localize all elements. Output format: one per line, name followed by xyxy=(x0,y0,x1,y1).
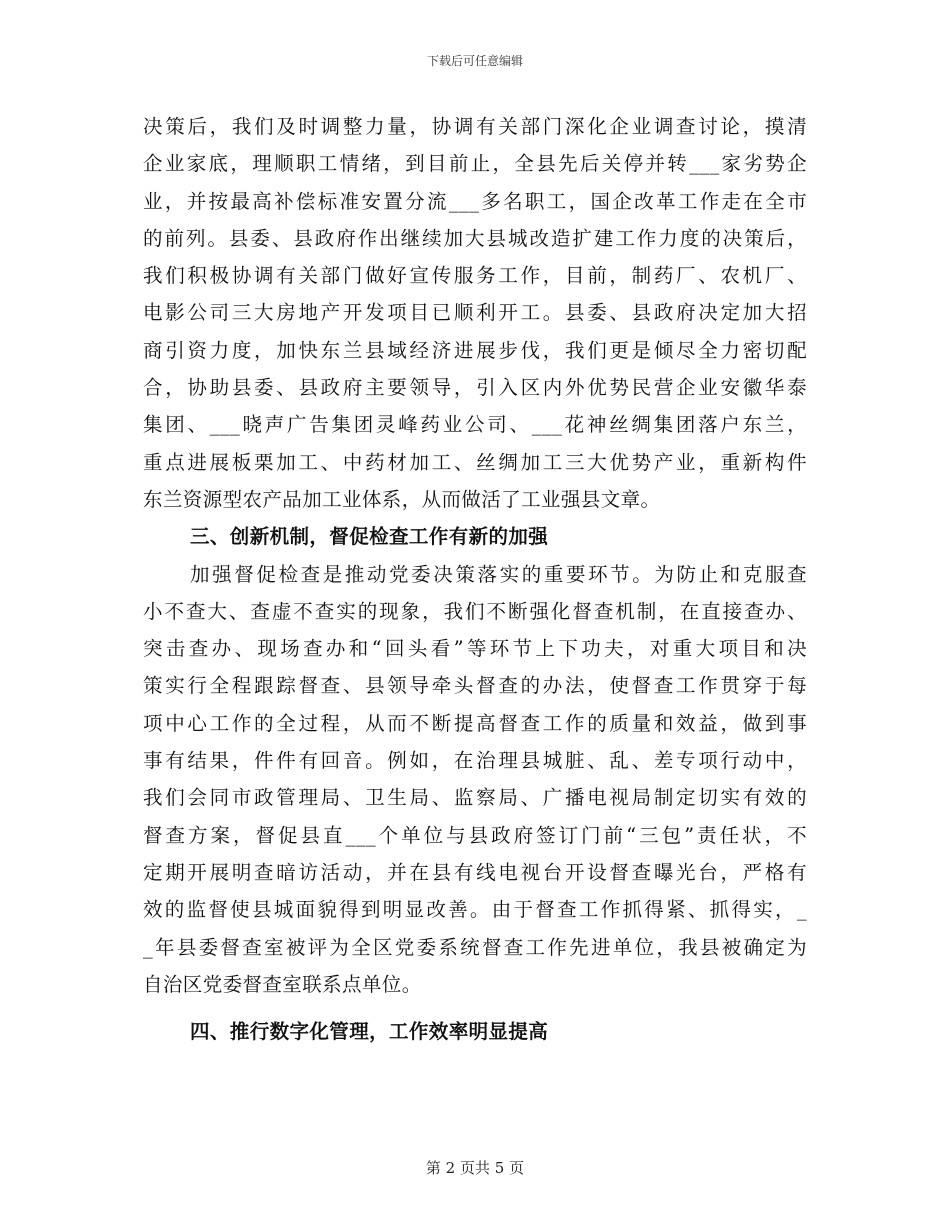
paragraph-line: 加强督促检查是推动党委决策落实的重要环节。为防止和克服查 xyxy=(190,562,807,586)
page-header: 下载后可任意编辑 xyxy=(426,54,523,68)
paragraph-line: 东兰资源型农产品加工业体系，从而做活了工业强县文章。 xyxy=(143,487,661,511)
page-number-footer: 第 2 页共 5 页 xyxy=(425,1159,525,1177)
paragraph-line: 集团、___晓声广告集团灵峰药业公司、___花神丝绸集团落户东兰， xyxy=(143,413,807,437)
paragraph-line: 我们积极协调有关部门做好宣传服务工作，目前，制药厂、农机厂、 xyxy=(143,264,807,288)
paragraph-line: 小不查大、查虚不查实的现象，我们不断强化督查机制，在直接查办、 xyxy=(143,599,807,623)
paragraph-line: 项中心工作的全过程，从而不断提高督查工作的质量和效益，做到事 xyxy=(143,711,807,735)
paragraph-line: 商引资力度，加快东兰县域经济进展步伐，我们更是倾尽全力密切配 xyxy=(143,338,807,362)
section-heading-4: 四、推行数字化管理，工作效率明显提高 xyxy=(190,1020,549,1044)
paragraph-line: 的前列。县委、县政府作出继续加大县城改造扩建工作力度的决策后， xyxy=(143,226,807,250)
paragraph-line: 我们会同市政管理局、卫生局、监察局、广播电视局制定切实有效的 xyxy=(143,786,807,810)
paragraph-line: 事有结果，件件有回音。例如，在治理县城脏、乱、差专项行动中， xyxy=(143,749,807,773)
paragraph-line: 策实行全程跟踪督查、县领导牵头督查的办法，使督查工作贯穿于每 xyxy=(143,674,807,698)
paragraph-line: 效的监督使县城面貌得到明显改善。由于督查工作抓得紧、抓得实，_ xyxy=(143,898,807,922)
paragraph-line: _年县委督查室被评为全区党委系统督查工作先进单位，我县被确定为 xyxy=(143,935,807,959)
paragraph-line: 业，并按最高补偿标准安置分流___多名职工，国企改革工作走在全市 xyxy=(143,189,807,213)
document-body xyxy=(143,108,807,1050)
paragraph-line: 督查方案，督促县直___个单位与县政府签订门前“三包”责任状，不 xyxy=(143,823,807,847)
paragraph-line: 电影公司三大房地产开发项目已顺利开工。县委、县政府决定加大招 xyxy=(143,301,807,325)
paragraph-line: 决策后，我们及时调整力量，协调有关部门深化企业调查讨论，摸清 xyxy=(143,115,807,138)
paragraph-line: 合，协助县委、县政府主要领导，引入区内外优势民营企业安徽华泰 xyxy=(143,376,807,400)
paragraph-line: 突击查办、现场查办和“回头看”等环节上下功夫，对重大项目和决 xyxy=(143,637,807,661)
section-heading-3: 三、创新机制，督促检查工作有新的加强 xyxy=(190,525,549,549)
paragraph-line: 企业家底，理顺职工情绪，到目前止，全县先后关停并转___家劣势企 xyxy=(143,152,807,176)
paragraph-line: 自治区党委督查室联系点单位。 xyxy=(143,972,422,996)
paragraph-line: 重点进展板栗加工、中药材加工、丝绸加工三大优势产业，重新构件 xyxy=(143,450,807,474)
spacer xyxy=(143,1003,807,1013)
paragraph-line: 定期开展明查暗访活动，并在县有线电视台开设督查曝光台，严格有 xyxy=(143,860,807,884)
